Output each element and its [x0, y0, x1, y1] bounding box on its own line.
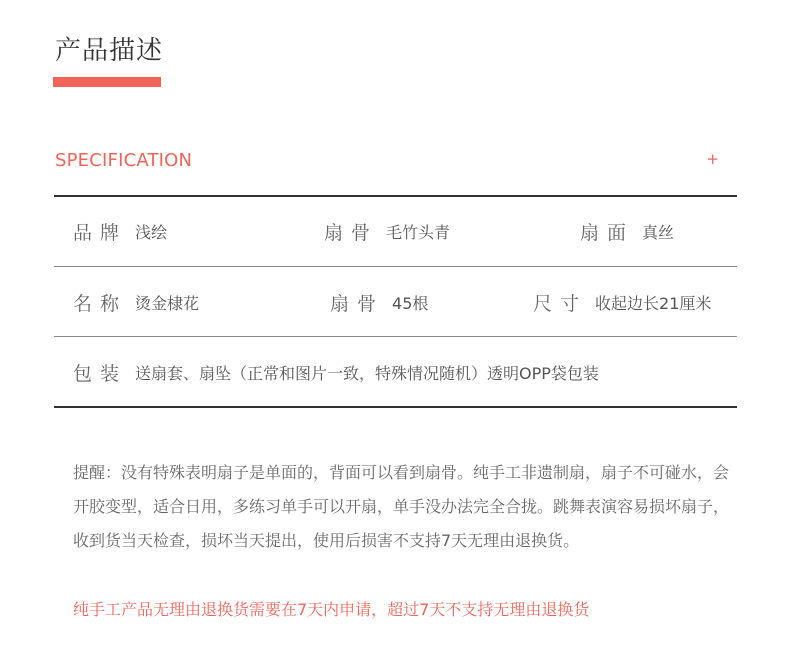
spec-key: 名称: [73, 292, 128, 315]
return-policy-note: 纯手工产品无理由退换货需要在7天内申请，超过7天不支持无理由退换货: [73, 600, 590, 619]
reminder-note: 提醒：没有特殊表明扇子是单面的，背面可以看到扇骨。纯手工非遗制扇，扇子不可碰水，会开胶变型，适合日用，多练习单手可以开扇，单手没办法完全合拢。跳舞表演容易损坏扇子，收到货当天检查，损坏当天提出，使用后损害不支持7天无理由退换货。: [73, 463, 730, 550]
spec-key: 扇骨: [324, 221, 379, 244]
spec-key: 包装: [73, 362, 128, 385]
spec-cell-face: [580, 196, 674, 266]
spec-value: 毛竹头青: [386, 222, 451, 242]
spec-cell-size: [533, 267, 711, 337]
spec-row: [54, 196, 737, 266]
spec-key: 扇骨: [330, 292, 385, 315]
spec-key: 尺寸: [533, 292, 588, 315]
spec-value: 45根: [392, 293, 429, 313]
spec-cell-brand: [73, 196, 167, 266]
spec-cell-packaging: [73, 337, 599, 407]
expand-plus-icon[interactable]: +: [706, 150, 719, 168]
spec-row: [54, 337, 737, 407]
spec-cell-name: [73, 267, 199, 337]
title-underline-bar: [53, 77, 161, 87]
section-title: 产品描述: [55, 36, 164, 66]
spec-key: 扇面: [580, 221, 635, 244]
spec-cell-rib-count: [330, 267, 428, 337]
specification-header[interactable]: [55, 150, 735, 174]
spec-row: [54, 267, 737, 337]
spec-value: 烫金棣花: [135, 293, 200, 313]
spec-cell-ribs: [324, 196, 450, 266]
specification-label: SPECIFICATION: [55, 150, 193, 171]
spec-value: 送扇套、扇坠（正常和图片一致，特殊情况随机）透明OPP袋包装: [135, 363, 599, 383]
spec-value: 浅绘: [135, 222, 168, 242]
spec-key: 品牌: [73, 221, 128, 244]
spec-value: 收起边长21厘米: [595, 293, 712, 313]
spec-value: 真丝: [642, 222, 675, 242]
table-bottom-rule: [54, 406, 737, 408]
